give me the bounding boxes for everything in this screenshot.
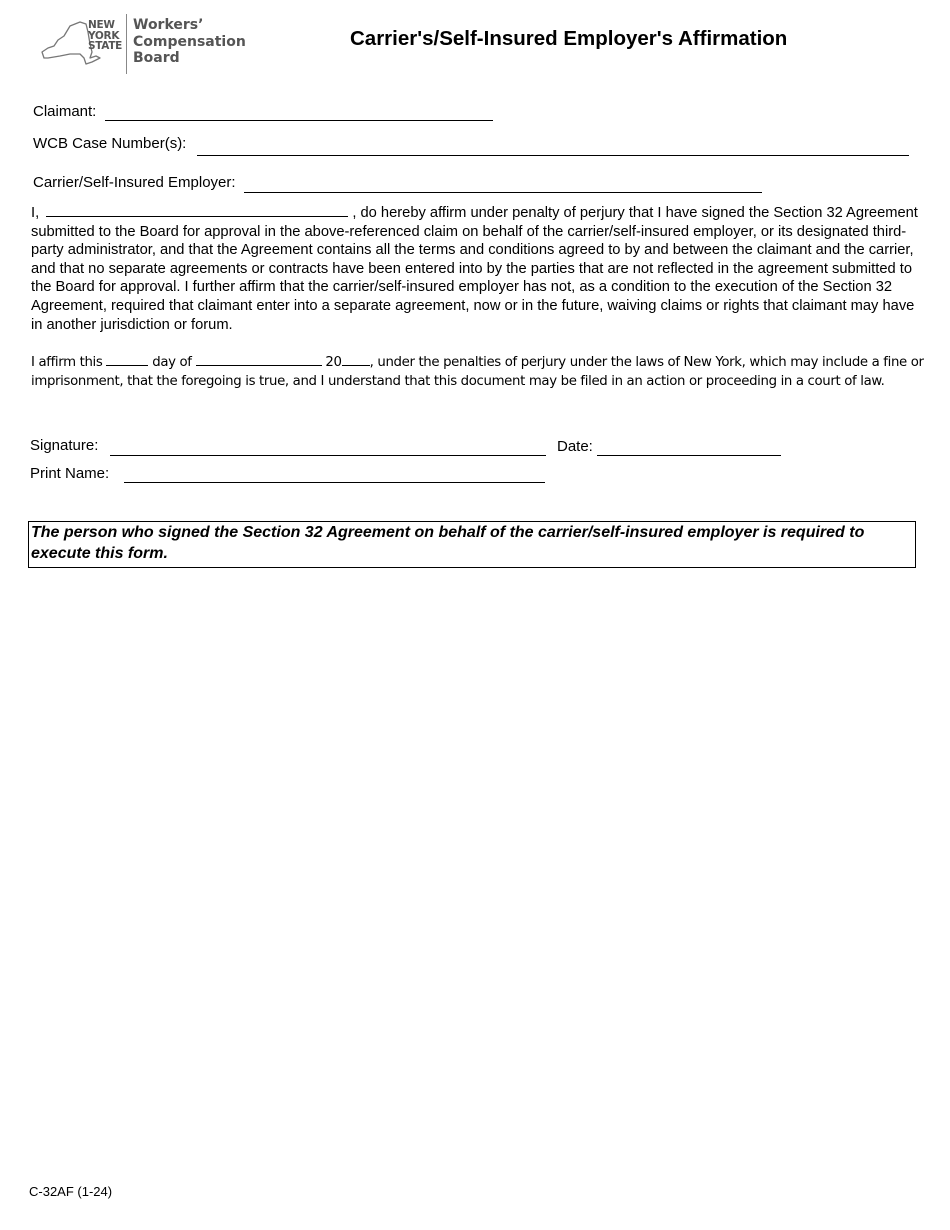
logo-state-text: NEW YORK STATE (88, 19, 123, 52)
signature-label: Signature: (30, 437, 99, 454)
case-number-label: WCB Case Number(s): (33, 135, 187, 152)
claimant-field[interactable] (105, 120, 493, 121)
date-field[interactable] (597, 455, 781, 456)
carrier-label: Carrier/Self-Insured Employer: (33, 174, 236, 191)
page-title: Carrier's/Self-Insured Employer's Affirmation (350, 27, 788, 50)
month-field[interactable] (196, 353, 322, 366)
wcb-logo (40, 14, 246, 76)
affirmation-paragraph (31, 204, 921, 334)
affirmation-body: , do hereby affirm under penalty of perjury that I have signed the Section 32 Agreement submitted to the Board for approval in the above-referenced claim on behalf of the carrier/self-insured employer, or its designated third-party administrator, and that the Agreement contains all the terms and conditions agreed to by and between the claimant and the carrier, and that no separate agreements or contracts have been entered into by the parties that are not reflected in the agreement submitted to the Board for approval. I further affirm that the carrier/self-insured employer has not, as a condition to the execution of the Section 32 Agreement, required that claimant enter into a separate agreement, now or in the future, waiving claims or rights that claimant may have in another jurisdiction or forum. (31, 205, 918, 333)
claimant-label: Claimant: (33, 103, 97, 120)
carrier-field[interactable] (244, 192, 762, 193)
logo-divider (126, 14, 127, 74)
date-label: Date: (557, 438, 593, 455)
affirmation-prefix: I, (31, 205, 40, 221)
affirm-date-paragraph: I affirm this day of 20 , under the penalties of perjury under the laws of New York, which may include a fine or imprisonment, that the foregoing is true, and I understand that this document may be filed in an action or proceeding in a court of law. (31, 355, 924, 389)
case-number-field[interactable] (197, 155, 909, 156)
form-number: C-32AF (1-24) (29, 1184, 113, 1199)
day-field[interactable] (106, 353, 148, 366)
year-field[interactable] (342, 353, 370, 366)
affirmant-name-field[interactable] (46, 204, 348, 217)
notice-box: The person who signed the Section 32 Agreement on behalf of the carrier/self-insured employer is required to execute this form. (28, 521, 916, 568)
signature-field[interactable] (110, 455, 546, 456)
logo-board-text: Workers’ Compensation Board (133, 17, 246, 66)
print-name-field[interactable] (124, 482, 545, 483)
print-name-label: Print Name: (30, 465, 110, 482)
